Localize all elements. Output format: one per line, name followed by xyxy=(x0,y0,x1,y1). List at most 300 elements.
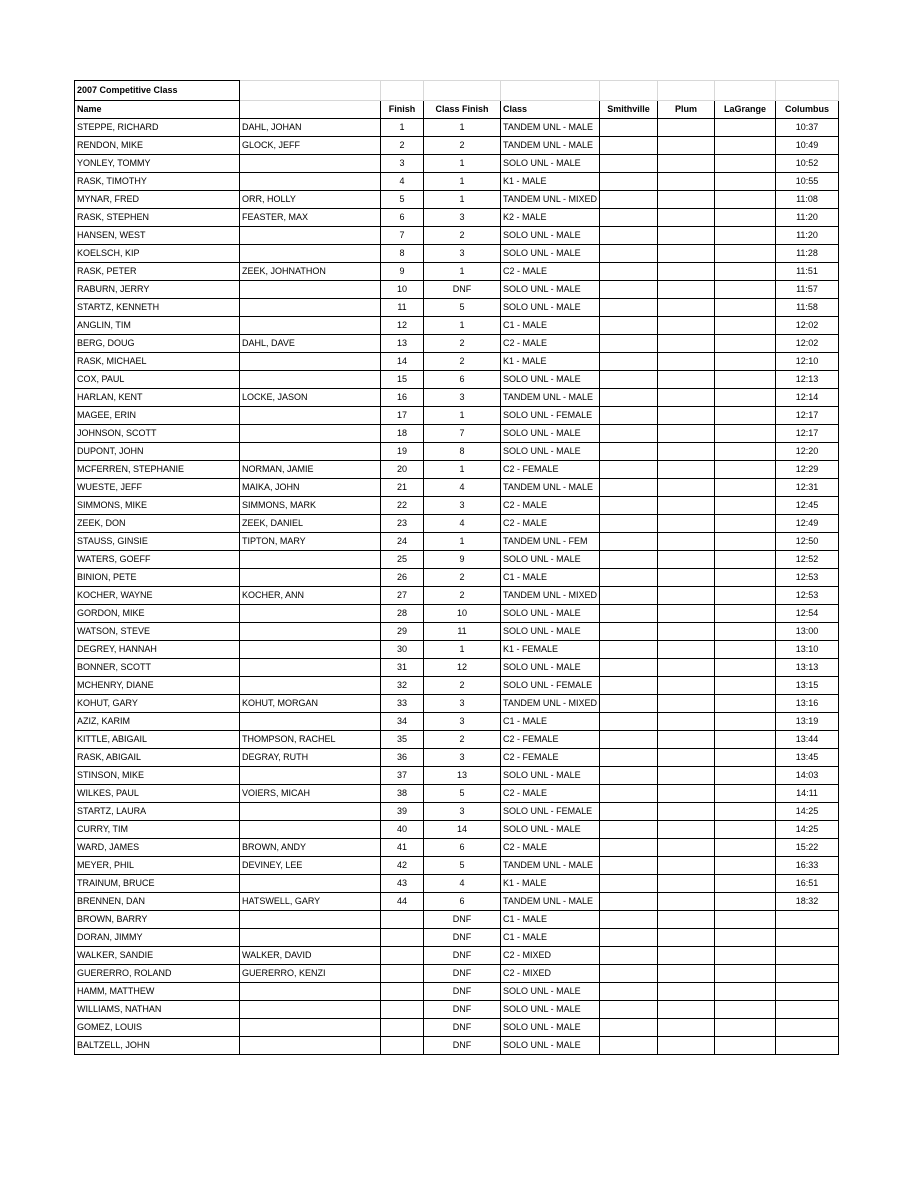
smithville-cell xyxy=(600,479,658,497)
class-finish-cell: 4 xyxy=(424,479,501,497)
class-cell: TANDEM UNL - MALE xyxy=(501,479,600,497)
finish-cell: 1 xyxy=(381,119,424,137)
finish-cell: 36 xyxy=(381,749,424,767)
plum-cell xyxy=(658,821,715,839)
columbus-time-cell: 12:02 xyxy=(776,317,839,335)
smithville-cell xyxy=(600,317,658,335)
plum-cell xyxy=(658,335,715,353)
table-row xyxy=(75,695,839,713)
columbus-time-cell xyxy=(776,1037,839,1055)
partner-name-cell: ORR, HOLLY xyxy=(240,191,381,209)
table-row xyxy=(75,209,839,227)
table-row xyxy=(75,353,839,371)
class-finish-cell: 1 xyxy=(424,407,501,425)
lagrange-cell xyxy=(715,389,776,407)
lagrange-cell xyxy=(715,443,776,461)
finish-cell: 23 xyxy=(381,515,424,533)
partner-name-cell: SIMMONS, MARK xyxy=(240,497,381,515)
class-cell: K1 - MALE xyxy=(501,173,600,191)
racer-name-cell: MYNAR, FRED xyxy=(75,191,240,209)
columbus-time-cell: 13:15 xyxy=(776,677,839,695)
class-finish-cell: 3 xyxy=(424,389,501,407)
partner-name-cell xyxy=(240,821,381,839)
smithville-cell xyxy=(600,623,658,641)
smithville-cell xyxy=(600,929,658,947)
finish-cell xyxy=(381,1037,424,1055)
columbus-time-cell xyxy=(776,1001,839,1019)
finish-cell: 21 xyxy=(381,479,424,497)
columbus-time-cell: 12:50 xyxy=(776,533,839,551)
columbus-time-cell xyxy=(776,947,839,965)
smithville-cell xyxy=(600,713,658,731)
columbus-time-cell xyxy=(776,1019,839,1037)
class-finish-cell: 2 xyxy=(424,731,501,749)
partner-name-cell: ZEEK, JOHNATHON xyxy=(240,263,381,281)
plum-cell xyxy=(658,389,715,407)
smithville-cell xyxy=(600,299,658,317)
table-row xyxy=(75,281,839,299)
class-finish-cell: 4 xyxy=(424,515,501,533)
lagrange-cell xyxy=(715,425,776,443)
class-cell: TANDEM UNL - MALE xyxy=(501,119,600,137)
columbus-time-cell: 11:51 xyxy=(776,263,839,281)
header-columbus: Columbus xyxy=(776,101,839,119)
finish-cell: 26 xyxy=(381,569,424,587)
partner-name-cell xyxy=(240,641,381,659)
smithville-cell xyxy=(600,821,658,839)
plum-cell xyxy=(658,659,715,677)
class-cell: TANDEM UNL - MALE xyxy=(501,137,600,155)
smithville-cell xyxy=(600,443,658,461)
racer-name-cell: ANGLIN, TIM xyxy=(75,317,240,335)
table-row xyxy=(75,317,839,335)
lagrange-cell xyxy=(715,911,776,929)
lagrange-cell xyxy=(715,1037,776,1055)
racer-name-cell: HARLAN, KENT xyxy=(75,389,240,407)
racer-name-cell: GUERERRO, ROLAND xyxy=(75,965,240,983)
plum-cell xyxy=(658,281,715,299)
racer-name-cell: DEGREY, HANNAH xyxy=(75,641,240,659)
class-finish-cell: DNF xyxy=(424,1001,501,1019)
class-cell: TANDEM UNL - MIXED xyxy=(501,695,600,713)
columbus-time-cell: 12:53 xyxy=(776,587,839,605)
lagrange-cell xyxy=(715,335,776,353)
finish-cell: 3 xyxy=(381,155,424,173)
racer-name-cell: KOELSCH, KIP xyxy=(75,245,240,263)
table-row xyxy=(75,713,839,731)
header-partner xyxy=(240,101,381,119)
finish-cell xyxy=(381,1019,424,1037)
class-cell: SOLO UNL - MALE xyxy=(501,425,600,443)
table-row xyxy=(75,857,839,875)
smithville-cell xyxy=(600,767,658,785)
partner-name-cell: THOMPSON, RACHEL xyxy=(240,731,381,749)
smithville-cell xyxy=(600,641,658,659)
table-row xyxy=(75,497,839,515)
lagrange-cell xyxy=(715,299,776,317)
finish-cell: 35 xyxy=(381,731,424,749)
class-cell: SOLO UNL - MALE xyxy=(501,245,600,263)
plum-cell xyxy=(658,803,715,821)
class-cell: TANDEM UNL - FEM xyxy=(501,533,600,551)
plum-cell xyxy=(658,443,715,461)
class-finish-cell: 1 xyxy=(424,461,501,479)
class-cell: TANDEM UNL - MALE xyxy=(501,389,600,407)
finish-cell: 39 xyxy=(381,803,424,821)
results-table xyxy=(74,80,839,1055)
lagrange-cell xyxy=(715,695,776,713)
plum-cell xyxy=(658,173,715,191)
racer-name-cell: STARTZ, LAURA xyxy=(75,803,240,821)
table-row xyxy=(75,191,839,209)
table-row xyxy=(75,1001,839,1019)
smithville-cell xyxy=(600,209,658,227)
columbus-time-cell: 11:57 xyxy=(776,281,839,299)
racer-name-cell: RASK, STEPHEN xyxy=(75,209,240,227)
lagrange-cell xyxy=(715,119,776,137)
racer-name-cell: RASK, ABIGAIL xyxy=(75,749,240,767)
finish-cell: 34 xyxy=(381,713,424,731)
finish-cell xyxy=(381,1001,424,1019)
plum-cell xyxy=(658,875,715,893)
table-row xyxy=(75,425,839,443)
smithville-cell xyxy=(600,1037,658,1055)
columbus-time-cell: 12:13 xyxy=(776,371,839,389)
class-cell: SOLO UNL - MALE xyxy=(501,623,600,641)
columbus-time-cell: 12:29 xyxy=(776,461,839,479)
partner-name-cell xyxy=(240,875,381,893)
partner-name-cell xyxy=(240,677,381,695)
racer-name-cell: YONLEY, TOMMY xyxy=(75,155,240,173)
racer-name-cell: BINION, PETE xyxy=(75,569,240,587)
partner-name-cell xyxy=(240,1001,381,1019)
header-lagrange: LaGrange xyxy=(715,101,776,119)
racer-name-cell: BALTZELL, JOHN xyxy=(75,1037,240,1055)
class-finish-cell: 1 xyxy=(424,317,501,335)
plum-cell xyxy=(658,119,715,137)
class-finish-cell: 2 xyxy=(424,569,501,587)
class-cell: SOLO UNL - MALE xyxy=(501,281,600,299)
columbus-time-cell: 10:55 xyxy=(776,173,839,191)
table-row xyxy=(75,839,839,857)
lagrange-cell xyxy=(715,155,776,173)
smithville-cell xyxy=(600,497,658,515)
partner-name-cell xyxy=(240,227,381,245)
columbus-time-cell: 15:22 xyxy=(776,839,839,857)
class-cell: C2 - MALE xyxy=(501,497,600,515)
plum-cell xyxy=(658,1001,715,1019)
finish-cell: 25 xyxy=(381,551,424,569)
lagrange-cell xyxy=(715,659,776,677)
finish-cell: 14 xyxy=(381,353,424,371)
racer-name-cell: WATSON, STEVE xyxy=(75,623,240,641)
table-row xyxy=(75,983,839,1001)
finish-cell: 41 xyxy=(381,839,424,857)
class-finish-cell: DNF xyxy=(424,1019,501,1037)
smithville-cell xyxy=(600,983,658,1001)
class-cell: TANDEM UNL - MIXED xyxy=(501,191,600,209)
plum-cell xyxy=(658,137,715,155)
plum-cell xyxy=(658,929,715,947)
partner-name-cell xyxy=(240,173,381,191)
class-cell: C2 - FEMALE xyxy=(501,749,600,767)
plum-cell xyxy=(658,641,715,659)
lagrange-cell xyxy=(715,1019,776,1037)
class-finish-cell: 1 xyxy=(424,641,501,659)
racer-name-cell: GOMEZ, LOUIS xyxy=(75,1019,240,1037)
table-row xyxy=(75,911,839,929)
columbus-time-cell: 10:52 xyxy=(776,155,839,173)
plum-cell xyxy=(658,1037,715,1055)
class-cell: C2 - MALE xyxy=(501,785,600,803)
header-class: Class xyxy=(501,101,600,119)
finish-cell: 16 xyxy=(381,389,424,407)
table-row xyxy=(75,965,839,983)
partner-name-cell xyxy=(240,407,381,425)
class-cell: TANDEM UNL - MIXED xyxy=(501,587,600,605)
table-row xyxy=(75,893,839,911)
header-smithville: Smithville xyxy=(600,101,658,119)
class-finish-cell: 1 xyxy=(424,173,501,191)
lagrange-cell xyxy=(715,623,776,641)
columbus-time-cell: 14:03 xyxy=(776,767,839,785)
partner-name-cell: FEASTER, MAX xyxy=(240,209,381,227)
racer-name-cell: BROWN, BARRY xyxy=(75,911,240,929)
racer-name-cell: ZEEK, DON xyxy=(75,515,240,533)
finish-cell: 19 xyxy=(381,443,424,461)
partner-name-cell: HATSWELL, GARY xyxy=(240,893,381,911)
partner-name-cell xyxy=(240,605,381,623)
class-finish-cell: 1 xyxy=(424,191,501,209)
racer-name-cell: STARTZ, KENNETH xyxy=(75,299,240,317)
lagrange-cell xyxy=(715,407,776,425)
table-row xyxy=(75,371,839,389)
smithville-cell xyxy=(600,1001,658,1019)
class-cell: K1 - MALE xyxy=(501,353,600,371)
lagrange-cell xyxy=(715,587,776,605)
table-row xyxy=(75,443,839,461)
racer-name-cell: JOHNSON, SCOTT xyxy=(75,425,240,443)
columbus-time-cell: 12:31 xyxy=(776,479,839,497)
class-cell: TANDEM UNL - MALE xyxy=(501,893,600,911)
finish-cell: 32 xyxy=(381,677,424,695)
plum-cell xyxy=(658,245,715,263)
class-cell: K1 - MALE xyxy=(501,875,600,893)
columbus-time-cell: 12:54 xyxy=(776,605,839,623)
table-row xyxy=(75,749,839,767)
partner-name-cell xyxy=(240,425,381,443)
racer-name-cell: MEYER, PHIL xyxy=(75,857,240,875)
header-finish: Finish xyxy=(381,101,424,119)
finish-cell: 17 xyxy=(381,407,424,425)
finish-cell: 18 xyxy=(381,425,424,443)
racer-name-cell: RABURN, JERRY xyxy=(75,281,240,299)
lagrange-cell xyxy=(715,857,776,875)
plum-cell xyxy=(658,605,715,623)
finish-cell: 31 xyxy=(381,659,424,677)
class-finish-cell: 12 xyxy=(424,659,501,677)
class-finish-cell: DNF xyxy=(424,965,501,983)
plum-cell xyxy=(658,623,715,641)
table-row xyxy=(75,227,839,245)
finish-cell xyxy=(381,947,424,965)
class-finish-cell: 5 xyxy=(424,785,501,803)
columbus-time-cell: 11:28 xyxy=(776,245,839,263)
partner-name-cell: LOCKE, JASON xyxy=(240,389,381,407)
class-cell: C2 - MIXED xyxy=(501,947,600,965)
columbus-time-cell: 12:52 xyxy=(776,551,839,569)
columbus-time-cell: 18:32 xyxy=(776,893,839,911)
header-class-finish: Class Finish xyxy=(424,101,501,119)
class-cell: C2 - MALE xyxy=(501,515,600,533)
partner-name-cell: TIPTON, MARY xyxy=(240,533,381,551)
columbus-time-cell: 12:20 xyxy=(776,443,839,461)
columbus-time-cell: 12:10 xyxy=(776,353,839,371)
plum-cell xyxy=(658,587,715,605)
plum-cell xyxy=(658,677,715,695)
class-finish-cell: 6 xyxy=(424,371,501,389)
class-cell: SOLO UNL - MALE xyxy=(501,551,600,569)
table-row xyxy=(75,263,839,281)
class-cell: SOLO UNL - FEMALE xyxy=(501,677,600,695)
columbus-time-cell: 11:08 xyxy=(776,191,839,209)
finish-cell xyxy=(381,983,424,1001)
racer-name-cell: AZIZ, KARIM xyxy=(75,713,240,731)
racer-name-cell: WILLIAMS, NATHAN xyxy=(75,1001,240,1019)
finish-cell: 2 xyxy=(381,137,424,155)
columbus-time-cell: 12:49 xyxy=(776,515,839,533)
plum-cell xyxy=(658,155,715,173)
finish-cell xyxy=(381,965,424,983)
plum-cell xyxy=(658,983,715,1001)
class-finish-cell: 2 xyxy=(424,677,501,695)
partner-name-cell: MAIKA, JOHN xyxy=(240,479,381,497)
class-finish-cell: 9 xyxy=(424,551,501,569)
table-row xyxy=(75,155,839,173)
plum-cell xyxy=(658,299,715,317)
class-finish-cell: 13 xyxy=(424,767,501,785)
partner-name-cell: VOIERS, MICAH xyxy=(240,785,381,803)
class-finish-cell: 14 xyxy=(424,821,501,839)
columbus-time-cell: 12:17 xyxy=(776,425,839,443)
smithville-cell xyxy=(600,263,658,281)
class-cell: C1 - MALE xyxy=(501,713,600,731)
class-finish-cell: 1 xyxy=(424,155,501,173)
class-finish-cell: 3 xyxy=(424,209,501,227)
racer-name-cell: HAMM, MATTHEW xyxy=(75,983,240,1001)
table-row xyxy=(75,479,839,497)
columbus-time-cell xyxy=(776,911,839,929)
lagrange-cell xyxy=(715,803,776,821)
class-finish-cell: 6 xyxy=(424,893,501,911)
lagrange-cell xyxy=(715,1001,776,1019)
racer-name-cell: MCFERREN, STEPHANIE xyxy=(75,461,240,479)
smithville-cell xyxy=(600,335,658,353)
plum-cell xyxy=(658,353,715,371)
columbus-time-cell xyxy=(776,965,839,983)
columbus-time-cell xyxy=(776,983,839,1001)
finish-cell xyxy=(381,911,424,929)
finish-cell: 38 xyxy=(381,785,424,803)
class-cell: C1 - MALE xyxy=(501,317,600,335)
smithville-cell xyxy=(600,947,658,965)
finish-cell: 11 xyxy=(381,299,424,317)
partner-name-cell xyxy=(240,299,381,317)
class-finish-cell: 8 xyxy=(424,443,501,461)
class-finish-cell: 2 xyxy=(424,353,501,371)
plum-cell xyxy=(658,515,715,533)
table-row xyxy=(75,641,839,659)
columbus-time-cell: 11:20 xyxy=(776,209,839,227)
smithville-cell xyxy=(600,749,658,767)
class-cell: SOLO UNL - FEMALE xyxy=(501,803,600,821)
plum-cell xyxy=(658,479,715,497)
partner-name-cell xyxy=(240,911,381,929)
finish-cell: 22 xyxy=(381,497,424,515)
smithville-cell xyxy=(600,137,658,155)
table-row xyxy=(75,299,839,317)
finish-cell: 29 xyxy=(381,623,424,641)
racer-name-cell: HANSEN, WEST xyxy=(75,227,240,245)
lagrange-cell xyxy=(715,353,776,371)
class-finish-cell: 2 xyxy=(424,137,501,155)
lagrange-cell xyxy=(715,245,776,263)
finish-cell: 7 xyxy=(381,227,424,245)
finish-cell: 6 xyxy=(381,209,424,227)
class-cell: SOLO UNL - FEMALE xyxy=(501,407,600,425)
partner-name-cell xyxy=(240,317,381,335)
smithville-cell xyxy=(600,389,658,407)
smithville-cell xyxy=(600,785,658,803)
lagrange-cell xyxy=(715,173,776,191)
partner-name-cell: DEVINEY, LEE xyxy=(240,857,381,875)
class-finish-cell: 11 xyxy=(424,623,501,641)
class-cell: SOLO UNL - MALE xyxy=(501,443,600,461)
smithville-cell xyxy=(600,353,658,371)
partner-name-cell: NORMAN, JAMIE xyxy=(240,461,381,479)
racer-name-cell: RASK, MICHAEL xyxy=(75,353,240,371)
plum-cell xyxy=(658,965,715,983)
smithville-cell xyxy=(600,551,658,569)
class-cell: C2 - MIXED xyxy=(501,965,600,983)
racer-name-cell: BONNER, SCOTT xyxy=(75,659,240,677)
plum-cell xyxy=(658,569,715,587)
smithville-cell xyxy=(600,515,658,533)
class-cell: C1 - MALE xyxy=(501,569,600,587)
plum-cell xyxy=(658,227,715,245)
lagrange-cell xyxy=(715,785,776,803)
plum-cell xyxy=(658,317,715,335)
racer-name-cell: RENDON, MIKE xyxy=(75,137,240,155)
finish-cell: 28 xyxy=(381,605,424,623)
lagrange-cell xyxy=(715,893,776,911)
table-row xyxy=(75,587,839,605)
lagrange-cell xyxy=(715,281,776,299)
class-finish-cell: 2 xyxy=(424,587,501,605)
partner-name-cell: KOHUT, MORGAN xyxy=(240,695,381,713)
class-cell: SOLO UNL - MALE xyxy=(501,659,600,677)
lagrange-cell xyxy=(715,929,776,947)
partner-name-cell xyxy=(240,623,381,641)
plum-cell xyxy=(658,785,715,803)
class-finish-cell: 5 xyxy=(424,857,501,875)
columbus-time-cell: 14:25 xyxy=(776,821,839,839)
finish-cell: 10 xyxy=(381,281,424,299)
plum-cell xyxy=(658,713,715,731)
lagrange-cell xyxy=(715,479,776,497)
smithville-cell xyxy=(600,875,658,893)
racer-name-cell: DUPONT, JOHN xyxy=(75,443,240,461)
